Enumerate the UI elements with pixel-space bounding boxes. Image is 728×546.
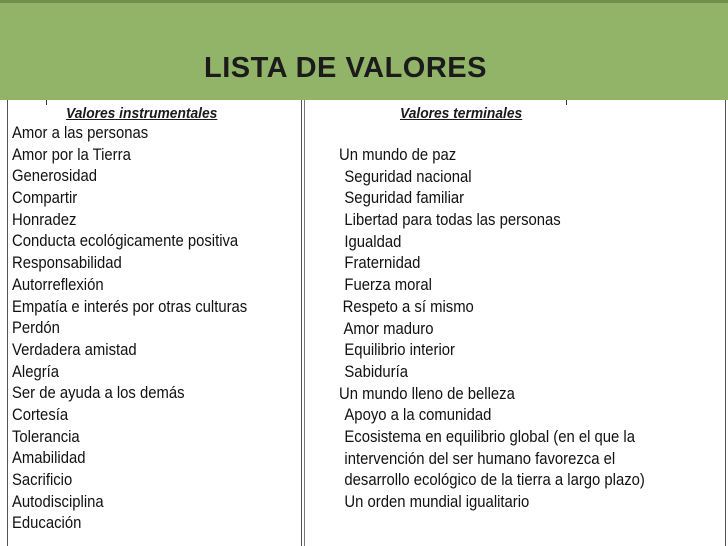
table-top-tick: [566, 100, 567, 105]
list-item: Seguridad nacional: [344, 167, 472, 186]
list-item: Libertad para todas las personas: [344, 211, 561, 230]
list-item: Apoyo a la comunidad: [344, 406, 492, 425]
table-left-border: [7, 100, 8, 546]
list-item: Amabilidad: [12, 449, 86, 468]
list-item: Fraternidad: [344, 254, 421, 273]
list-item: Amor por la Tierra: [12, 145, 131, 164]
list-item: Seguridad familiar: [344, 189, 465, 208]
table-column-divider: [301, 100, 302, 546]
table-column-divider-inner: [304, 100, 305, 546]
list-item: Verdadera amistad: [12, 340, 137, 359]
table-right-border: [725, 100, 726, 546]
terminal-values-header: Valores terminales: [400, 105, 523, 122]
list-item: Sabiduría: [344, 362, 408, 381]
list-item: Empatía e interés por otras culturas: [12, 297, 248, 316]
list-item: Tolerancia: [12, 427, 80, 446]
list-item: Generosidad: [12, 167, 98, 186]
header-top-rule: [0, 0, 728, 3]
list-item: Compartir: [12, 189, 78, 208]
list-item: Un mundo lleno de belleza: [339, 384, 515, 403]
list-item: Ser de ayuda a los demás: [12, 384, 185, 403]
list-item: Respeto a sí mismo: [342, 297, 474, 316]
table-top-tick: [46, 100, 47, 105]
list-item: Amor a las personas: [12, 124, 149, 142]
list-item: Sacrificio: [12, 471, 73, 489]
slide-title: LISTA DE VALORES: [204, 52, 487, 84]
list-item: intervención del ser humano favorezca el: [344, 449, 616, 468]
slide-header: [0, 0, 728, 102]
list-item: Un mundo de paz: [339, 146, 457, 164]
list-item: Equilibrio interior: [344, 341, 456, 360]
list-item: Fuerza moral: [344, 276, 432, 295]
list-item: Autorreflexión: [12, 275, 104, 294]
list-item: Amor maduro: [343, 319, 434, 338]
list-item: Educación: [12, 514, 82, 533]
list-item: Cortesía: [12, 405, 69, 424]
list-item: Responsabilidad: [12, 254, 122, 273]
instrumental-values-header: Valores instrumentales: [66, 105, 218, 122]
list-item: desarrollo ecológico de la tierra a largo plazo): [344, 471, 645, 490]
list-item: Igualdad: [344, 232, 402, 251]
terminal-values-list: [339, 145, 679, 514]
list-item: Perdón: [12, 319, 60, 338]
list-item: Ecosistema en equilibrio global (en el que la: [344, 427, 635, 446]
list-item: Alegría: [12, 362, 60, 381]
instrumental-values-list: [12, 123, 273, 535]
list-item: Autodisciplina: [12, 492, 104, 511]
list-item: Conducta ecológicamente positiva: [12, 232, 239, 251]
list-item: Honradez: [12, 210, 77, 229]
list-item: Un orden mundial igualitario: [344, 493, 530, 511]
